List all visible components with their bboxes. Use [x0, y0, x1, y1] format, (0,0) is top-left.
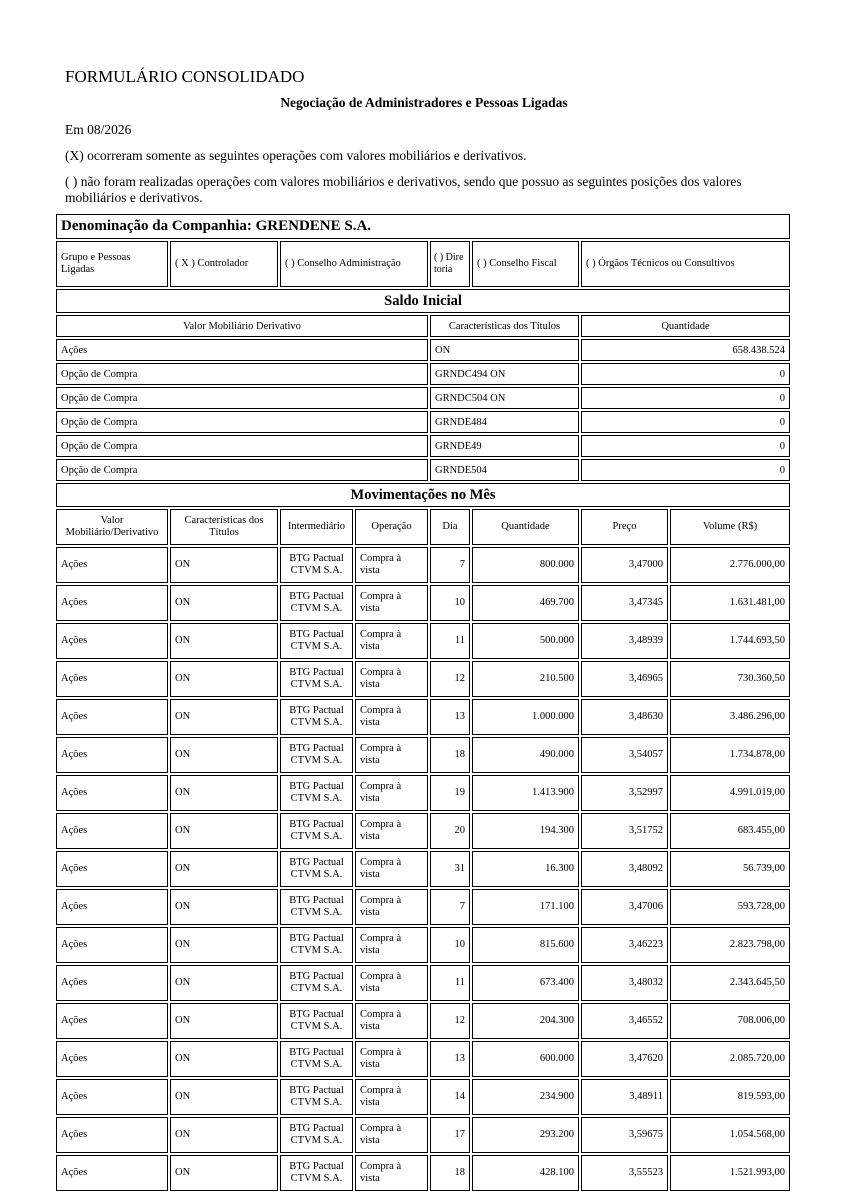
mov-caracteristicas: ON: [170, 585, 278, 621]
mov-operacao: Compra à vista: [355, 965, 428, 1001]
mov-operacao: Compra à vista: [355, 927, 428, 963]
mov-header-preco: Preço: [581, 509, 668, 545]
mov-caracteristicas: ON: [170, 699, 278, 735]
group-conselho-administracao: ( ) Conselho Administração: [280, 241, 428, 287]
mov-operacao: Compra à vista: [355, 547, 428, 583]
movimentacao-row: [56, 585, 790, 621]
mov-intermediario: BTG Pactual CTVM S.A.: [280, 585, 353, 621]
mov-valor: Ações: [56, 661, 168, 697]
movimentacao-row: [56, 1117, 790, 1153]
mov-operacao: Compra à vista: [355, 1079, 428, 1115]
mov-operacao: Compra à vista: [355, 1155, 428, 1191]
mov-preco: 3,47000: [581, 547, 668, 583]
mov-preco: 3,55523: [581, 1155, 668, 1191]
mov-dia: 7: [430, 547, 470, 583]
saldo-valor: Opção de Compra: [56, 363, 428, 385]
mov-quantidade: 16.300: [472, 851, 579, 887]
mov-preco: 3,48939: [581, 623, 668, 659]
mov-volume: 730.360,50: [670, 661, 790, 697]
saldo-quantidade: 0: [581, 459, 790, 481]
mov-header-valor: Valor Mobiliário/Derivativo: [56, 509, 168, 545]
mov-operacao: Compra à vista: [355, 737, 428, 773]
mov-operacao: Compra à vista: [355, 585, 428, 621]
mov-volume: 56.739,00: [670, 851, 790, 887]
mov-operacao: Compra à vista: [355, 699, 428, 735]
mov-intermediario: BTG Pactual CTVM S.A.: [280, 699, 353, 735]
mov-caracteristicas: ON: [170, 1155, 278, 1191]
company-name: Denominação da Companhia: GRENDENE S.A.: [56, 214, 790, 239]
mov-quantidade: 600.000: [472, 1041, 579, 1077]
mov-valor: Ações: [56, 775, 168, 811]
mov-valor: Ações: [56, 737, 168, 773]
mov-caracteristicas: ON: [170, 965, 278, 1001]
mov-dia: 18: [430, 1155, 470, 1191]
mov-dia: 11: [430, 965, 470, 1001]
movimentacao-row: [56, 1041, 790, 1077]
mov-valor: Ações: [56, 699, 168, 735]
mov-intermediario: BTG Pactual CTVM S.A.: [280, 1041, 353, 1077]
mov-volume: 683.455,00: [670, 813, 790, 849]
saldo-quantidade: 0: [581, 363, 790, 385]
movimentacao-row: [56, 623, 790, 659]
group-label: Grupo e Pessoas Ligadas: [56, 241, 168, 287]
mov-operacao: Compra à vista: [355, 889, 428, 925]
saldo-caracteristicas: GRNDE504: [430, 459, 579, 481]
movimentacao-row: [56, 1079, 790, 1115]
mov-quantidade: 171.100: [472, 889, 579, 925]
mov-valor: Ações: [56, 585, 168, 621]
mov-volume: 2.776.000,00: [670, 547, 790, 583]
mov-preco: 3,59675: [581, 1117, 668, 1153]
saldo-valor: Opção de Compra: [56, 411, 428, 433]
mov-quantidade: 1.413.900: [472, 775, 579, 811]
saldo-quantidade: 658.438.524: [581, 339, 790, 361]
movimentacao-row: [56, 1155, 790, 1191]
movimentacao-row: [56, 965, 790, 1001]
mov-dia: 17: [430, 1117, 470, 1153]
mov-valor: Ações: [56, 623, 168, 659]
mov-valor: Ações: [56, 1003, 168, 1039]
saldo-quantidade: 0: [581, 411, 790, 433]
mov-preco: 3,48092: [581, 851, 668, 887]
mov-dia: 10: [430, 927, 470, 963]
mov-volume: 708.006,00: [670, 1003, 790, 1039]
saldo-row: [56, 435, 790, 457]
disclosure-form-table: [54, 212, 792, 1193]
mov-intermediario: BTG Pactual CTVM S.A.: [280, 927, 353, 963]
saldo-valor: Opção de Compra: [56, 435, 428, 457]
mov-quantidade: 234.900: [472, 1079, 579, 1115]
movimentacao-row: [56, 889, 790, 925]
movimentacao-row: [56, 737, 790, 773]
mov-quantidade: 194.300: [472, 813, 579, 849]
group-diretoria: ( ) Diretoria: [430, 241, 470, 287]
movimentacao-row: [56, 661, 790, 697]
saldo-quantidade: 0: [581, 435, 790, 457]
mov-valor: Ações: [56, 1117, 168, 1153]
operations-option-not-occurred: ( ) não foram realizadas operações com valores mobiliários e derivativos, sendo que possuo as seguintes posições dos valores mobiliários e derivativos.: [65, 174, 742, 205]
mov-dia: 12: [430, 1003, 470, 1039]
mov-header-intermediario: Intermediário: [280, 509, 353, 545]
mov-volume: 2.343.645,50: [670, 965, 790, 1001]
mov-preco: 3,52997: [581, 775, 668, 811]
movimentacao-row: [56, 547, 790, 583]
mov-operacao: Compra à vista: [355, 1041, 428, 1077]
mov-valor: Ações: [56, 851, 168, 887]
mov-valor: Ações: [56, 813, 168, 849]
mov-dia: 19: [430, 775, 470, 811]
mov-intermediario: BTG Pactual CTVM S.A.: [280, 623, 353, 659]
period-line: Em 08/2026: [65, 122, 132, 137]
mov-valor: Ações: [56, 965, 168, 1001]
mov-operacao: Compra à vista: [355, 623, 428, 659]
mov-caracteristicas: ON: [170, 927, 278, 963]
mov-header-dia: Dia: [430, 509, 470, 545]
mov-preco: 3,47345: [581, 585, 668, 621]
mov-volume: 1.631.481,00: [670, 585, 790, 621]
mov-volume: 1.521.993,00: [670, 1155, 790, 1191]
mov-dia: 14: [430, 1079, 470, 1115]
mov-quantidade: 210.500: [472, 661, 579, 697]
mov-caracteristicas: ON: [170, 547, 278, 583]
mov-quantidade: 1.000.000: [472, 699, 579, 735]
form-title: FORMULÁRIO CONSOLIDADO: [65, 67, 305, 86]
form-subtitle: Negociação de Administradores e Pessoas Ligadas: [280, 95, 568, 110]
mov-dia: 13: [430, 699, 470, 735]
saldo-header-valor: Valor Mobiliário Derivativo: [56, 315, 428, 337]
mov-header-caracteristicas: Características dos Títulos: [170, 509, 278, 545]
mov-dia: 18: [430, 737, 470, 773]
movimentacao-row: [56, 699, 790, 735]
mov-intermediario: BTG Pactual CTVM S.A.: [280, 661, 353, 697]
mov-volume: 4.991.019,00: [670, 775, 790, 811]
mov-operacao: Compra à vista: [355, 1117, 428, 1153]
mov-preco: 3,46223: [581, 927, 668, 963]
mov-preco: 3,54057: [581, 737, 668, 773]
saldo-caracteristicas: GRNDC504 ON: [430, 387, 579, 409]
mov-intermediario: BTG Pactual CTVM S.A.: [280, 547, 353, 583]
saldo-header-caracteristicas: Características dos Títulos: [430, 315, 579, 337]
mov-quantidade: 204.300: [472, 1003, 579, 1039]
mov-intermediario: BTG Pactual CTVM S.A.: [280, 775, 353, 811]
mov-quantidade: 490.000: [472, 737, 579, 773]
saldo-caracteristicas: GRNDE484: [430, 411, 579, 433]
group-controlador: ( X ) Controlador: [170, 241, 278, 287]
mov-preco: 3,48630: [581, 699, 668, 735]
saldo-row: [56, 411, 790, 433]
mov-caracteristicas: ON: [170, 813, 278, 849]
mov-volume: 1.734.878,00: [670, 737, 790, 773]
mov-preco: 3,46965: [581, 661, 668, 697]
mov-volume: 2.085.720,00: [670, 1041, 790, 1077]
operations-option-occurred: (X) ocorreram somente as seguintes operações com valores mobiliários e derivativos.: [65, 148, 527, 163]
movimentacao-row: [56, 1003, 790, 1039]
mov-volume: 819.593,00: [670, 1079, 790, 1115]
saldo-row: [56, 387, 790, 409]
mov-caracteristicas: ON: [170, 737, 278, 773]
mov-header-volume: Volume (R$): [670, 509, 790, 545]
saldo-row: [56, 339, 790, 361]
mov-intermediario: BTG Pactual CTVM S.A.: [280, 1155, 353, 1191]
mov-volume: 3.486.296,00: [670, 699, 790, 735]
movimentacoes-title: Movimentações no Mês: [56, 483, 790, 507]
mov-intermediario: BTG Pactual CTVM S.A.: [280, 813, 353, 849]
mov-header-operacao: Operação: [355, 509, 428, 545]
mov-quantidade: 293.200: [472, 1117, 579, 1153]
mov-preco: 3,48032: [581, 965, 668, 1001]
mov-dia: 11: [430, 623, 470, 659]
mov-caracteristicas: ON: [170, 1041, 278, 1077]
mov-caracteristicas: ON: [170, 1003, 278, 1039]
mov-operacao: Compra à vista: [355, 661, 428, 697]
mov-dia: 13: [430, 1041, 470, 1077]
mov-intermediario: BTG Pactual CTVM S.A.: [280, 1003, 353, 1039]
mov-valor: Ações: [56, 1079, 168, 1115]
mov-intermediario: BTG Pactual CTVM S.A.: [280, 1117, 353, 1153]
mov-caracteristicas: ON: [170, 1079, 278, 1115]
group-conselho-fiscal: ( ) Conselho Fiscal: [472, 241, 579, 287]
mov-preco: 3,47006: [581, 889, 668, 925]
mov-caracteristicas: ON: [170, 661, 278, 697]
mov-volume: 593.728,00: [670, 889, 790, 925]
mov-preco: 3,46552: [581, 1003, 668, 1039]
saldo-valor: Opção de Compra: [56, 459, 428, 481]
mov-intermediario: BTG Pactual CTVM S.A.: [280, 1079, 353, 1115]
mov-valor: Ações: [56, 1155, 168, 1191]
mov-caracteristicas: ON: [170, 1117, 278, 1153]
mov-quantidade: 800.000: [472, 547, 579, 583]
saldo-row: [56, 363, 790, 385]
saldo-valor: Opção de Compra: [56, 387, 428, 409]
mov-preco: 3,48911: [581, 1079, 668, 1115]
group-orgaos-tecnicos: ( ) Órgãos Técnicos ou Consultivos: [581, 241, 790, 287]
mov-header-quantidade: Quantidade: [472, 509, 579, 545]
mov-valor: Ações: [56, 1041, 168, 1077]
mov-dia: 31: [430, 851, 470, 887]
mov-quantidade: 500.000: [472, 623, 579, 659]
mov-valor: Ações: [56, 547, 168, 583]
mov-intermediario: BTG Pactual CTVM S.A.: [280, 737, 353, 773]
mov-dia: 20: [430, 813, 470, 849]
movimentacao-row: [56, 851, 790, 887]
mov-dia: 12: [430, 661, 470, 697]
mov-operacao: Compra à vista: [355, 813, 428, 849]
saldo-inicial-title: Saldo Inicial: [56, 289, 790, 313]
mov-quantidade: 428.100: [472, 1155, 579, 1191]
saldo-caracteristicas: GRNDC494 ON: [430, 363, 579, 385]
mov-operacao: Compra à vista: [355, 1003, 428, 1039]
mov-caracteristicas: ON: [170, 851, 278, 887]
movimentacao-row: [56, 813, 790, 849]
mov-operacao: Compra à vista: [355, 775, 428, 811]
mov-preco: 3,51752: [581, 813, 668, 849]
mov-intermediario: BTG Pactual CTVM S.A.: [280, 965, 353, 1001]
mov-dia: 10: [430, 585, 470, 621]
mov-volume: 1.054.568,00: [670, 1117, 790, 1153]
mov-valor: Ações: [56, 927, 168, 963]
mov-quantidade: 815.600: [472, 927, 579, 963]
movimentacao-row: [56, 927, 790, 963]
mov-caracteristicas: ON: [170, 889, 278, 925]
mov-caracteristicas: ON: [170, 623, 278, 659]
saldo-row: [56, 459, 790, 481]
mov-valor: Ações: [56, 889, 168, 925]
mov-quantidade: 469.700: [472, 585, 579, 621]
saldo-quantidade: 0: [581, 387, 790, 409]
saldo-caracteristicas: ON: [430, 339, 579, 361]
mov-dia: 7: [430, 889, 470, 925]
mov-volume: 2.823.798,00: [670, 927, 790, 963]
mov-caracteristicas: ON: [170, 775, 278, 811]
mov-intermediario: BTG Pactual CTVM S.A.: [280, 889, 353, 925]
mov-volume: 1.744.693,50: [670, 623, 790, 659]
mov-operacao: Compra à vista: [355, 851, 428, 887]
mov-quantidade: 673.400: [472, 965, 579, 1001]
mov-preco: 3,47620: [581, 1041, 668, 1077]
saldo-header-quantidade: Quantidade: [581, 315, 790, 337]
mov-intermediario: BTG Pactual CTVM S.A.: [280, 851, 353, 887]
saldo-caracteristicas: GRNDE49: [430, 435, 579, 457]
movimentacao-row: [56, 775, 790, 811]
saldo-valor: Ações: [56, 339, 428, 361]
